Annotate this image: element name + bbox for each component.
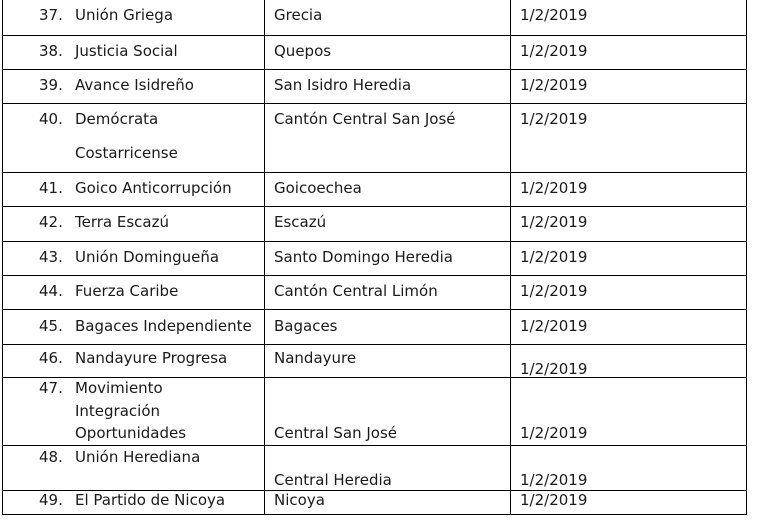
party-name: Oportunidades [75,424,187,442]
table-row [2,344,747,378]
date-text: 1/2/2019 [520,6,588,24]
party-name: Goico Anticorrupción [75,179,232,197]
party-cell [2,275,264,309]
party-name: Fuerza Caribe [75,282,179,300]
party-cell [2,172,264,206]
party-name: Unión Herediana [75,448,201,466]
party-name: El Partido de Nicoya [75,491,226,509]
party-name: Nandayure Progresa [75,349,228,367]
date-cell [510,309,747,344]
row-number: 44. [39,282,63,300]
party-name: Justicia Social [75,42,178,60]
row-number: 48. [39,448,63,466]
row-number: 37. [39,6,63,24]
location-text: Bagaces [274,317,338,335]
party-name: Demócrata [75,110,159,128]
date-text: 1/2/2019 [520,76,588,94]
date-cell [510,206,747,241]
location-cell [264,0,510,35]
row-number: 46. [39,349,63,367]
party-name: Bagaces Independiente [75,317,252,335]
location-text: Escazú [274,213,327,231]
row-number: 39. [39,76,63,94]
party-cell [2,0,264,35]
row-number: 42. [39,213,63,231]
date-cell [510,344,747,377]
date-cell [510,35,747,69]
party-name: Costarricense [75,144,178,162]
party-cell [2,490,264,514]
location-cell [264,103,510,172]
date-text: 1/2/2019 [520,42,588,60]
row-number: 38. [39,42,63,60]
location-text: Grecia [274,6,323,24]
table-row [2,172,747,207]
date-text: 1/2/2019 [520,282,588,300]
location-cell [264,241,510,275]
date-text: 1/2/2019 [520,491,588,509]
table-row [2,490,747,515]
row-number: 49. [39,491,63,509]
location-cell [264,377,510,445]
location-text: Nandayure [274,349,357,367]
location-text: Cantón Central San José [274,110,456,128]
row-number: 47. [39,379,63,397]
table-row [2,275,747,310]
date-text: 1/2/2019 [520,471,588,489]
table-row [2,445,747,491]
location-cell [264,309,510,344]
location-text: Central San José [274,424,398,442]
location-text: Nicoya [274,491,325,509]
party-cell [2,344,264,377]
party-cell [2,69,264,103]
row-number: 43. [39,248,63,266]
date-text: 1/2/2019 [520,110,588,128]
date-cell [510,445,747,490]
table-row [2,241,747,276]
date-cell [510,103,747,172]
location-text: Central Heredia [274,471,392,489]
party-name: Unión Domingueña [75,248,220,266]
date-text: 1/2/2019 [520,248,588,266]
table-row [2,206,747,242]
table-row [2,377,747,446]
party-name: Integración [75,402,161,420]
table-row [2,309,747,345]
party-name: Terra Escazú [75,213,169,231]
party-cell [2,206,264,241]
date-cell [510,275,747,309]
table-row [2,69,747,104]
table-row [2,103,747,173]
table-row [2,0,747,36]
date-cell [510,0,747,35]
party-cell [2,309,264,344]
location-text: Quepos [274,42,332,60]
table-row [2,35,747,70]
row-number: 41. [39,179,63,197]
location-cell [264,344,510,377]
location-cell [264,490,510,514]
date-text: 1/2/2019 [520,179,588,197]
location-cell [264,445,510,490]
row-number: 45. [39,317,63,335]
location-cell [264,275,510,309]
location-text: San Isidro Heredia [274,76,412,94]
party-cell [2,35,264,69]
party-cell [2,241,264,275]
location-text: Cantón Central Limón [274,282,438,300]
date-text: 1/2/2019 [520,360,588,378]
location-cell [264,69,510,103]
date-cell [510,172,747,206]
party-cell [2,377,264,445]
party-name: Movimiento [75,379,163,397]
date-text: 1/2/2019 [520,317,588,335]
date-cell [510,490,747,514]
location-cell [264,35,510,69]
date-text: 1/2/2019 [520,424,588,442]
location-cell [264,206,510,241]
party-cell [2,445,264,490]
party-name: Unión Griega [75,6,174,24]
date-cell [510,69,747,103]
location-cell [264,172,510,206]
party-cell [2,103,264,172]
location-text: Goicoechea [274,179,362,197]
location-text: Santo Domingo Heredia [274,248,453,266]
party-name: Avance Isidreño [75,76,194,94]
date-cell [510,241,747,275]
row-number: 40. [39,110,63,128]
date-cell [510,377,747,445]
date-text: 1/2/2019 [520,213,588,231]
